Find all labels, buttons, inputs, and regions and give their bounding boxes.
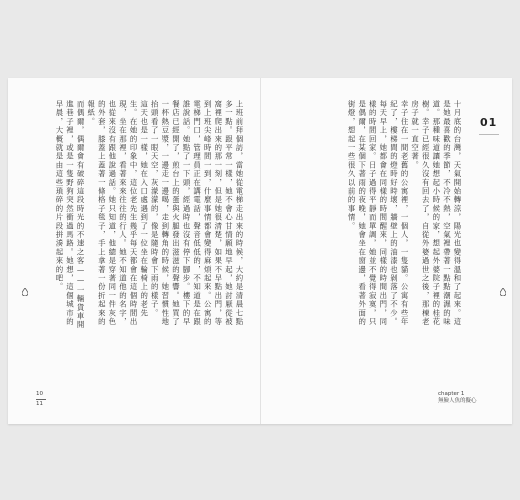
page-number-top: 10	[36, 391, 43, 397]
chapter-rule	[479, 134, 499, 135]
right-page-body	[276, 100, 462, 332]
left-page-number	[36, 391, 46, 408]
left-paragraph: 上班前拜個訪，當她從電梯走出來的時候，大約是清晨七點多一點。跟平常一樣，她不會心甘情願地早起，她討厭從被窩裡爬出來的那一刻，但是她很清楚，如果不早點出門，等到上班尖峰時間一到，什麼事情都會變得麻煩起來。公寓的電梯門口，管理員正在講電話，聲音低低的，不知道是在跟誰說話。她點了一下頭，經過時也沒有停下腳步。樓下的早餐店已經開了，煎台上的蛋與火腿發出滋滋的聲響。她買了一杯熱豆漿，一邊走一邊喝，走到轉角的時候，她習慣性地抬頭看了一眼天空，灰濛濛的，像是隨時會下雨的樣子。	[150, 100, 244, 327]
right-running-footer	[438, 391, 477, 405]
book-spread	[8, 78, 512, 424]
teardrop-icon	[500, 288, 506, 296]
teardrop-icon	[22, 288, 28, 296]
left-page-body	[40, 100, 244, 332]
right-paragraph: 幸子住在一間老舊的公寓裡，一個人，一隻貓。公寓有些年紀了，樓梯間的燈時好時壞，牆壁上的油漆也剝落了不少。每天早上，她都會在同樣的時間醒來，同樣的時間出門，同樣的時間回家。日子過得平靜而單調，她並不覺得寂寞，只是偶爾，在某個下著雨的夜晚，她會坐在窗邊，看著外面的街燈，想起一些很久以前的事情。	[347, 100, 410, 327]
chapter-label: chapter 1	[438, 391, 465, 397]
chapter-number: 01	[480, 116, 498, 129]
left-paragraph: 這天也是一樣，她在入口處遇到了一位坐在輪椅上的老先生。在她的印象中，這位老先生幾乎每天都會在這個時間出現，坐在那裡，看著來來往往的行人。她不知道他的名字，也從來沒有跟他說過話。她只知道，他總是穿著同一件灰色的外套，膝蓋上蓋著一條格子毯子，手上拿著一份折起來的報紙。	[86, 100, 149, 327]
right-paragraph: 十月底的台灣，天氣開始轉涼，陽光也變得溫和了起來。這是她最喜歡的季節，不冷不熱，空氣裡帶著一點點潮濕的味道。那種味道讓她想起小時候的家，想起外婆院子裡的桂花樹。幸子已經很久沒有回去了，自從外婆過世之後，那棟老房子就一直空著。	[410, 100, 462, 327]
left-paragraph: 而偶爾，偶爾會有破碎這段時光的不速之客——一輛貨車開進巷子裡，或是一隻野狗突然衝過馬路。她想，這個城市的早晨，大概就是由這些瑣碎的片段拼湊起來的吧。	[54, 100, 86, 330]
chapter-title: 無臉人魚的擬心	[438, 398, 477, 404]
book-gutter	[260, 78, 261, 424]
page-number-rule	[36, 399, 46, 400]
page-number-bottom: 11	[36, 401, 43, 407]
